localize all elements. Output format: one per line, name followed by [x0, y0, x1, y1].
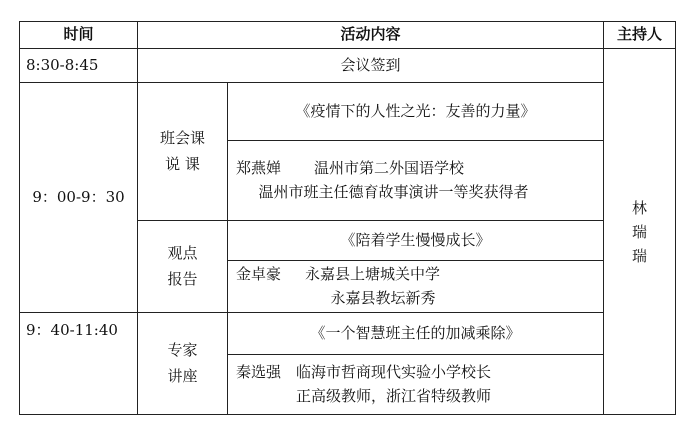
report-speaker — [228, 261, 604, 313]
block2-time: 9：40-11:40 — [20, 313, 138, 415]
host-char-1: 林 — [632, 198, 648, 217]
report-category — [138, 221, 228, 313]
signin-row — [20, 49, 676, 83]
lecture-title: 《一个智慧班主任的加减乘除》 — [228, 313, 604, 355]
signin-content: 会议签到 — [138, 49, 604, 83]
class-category-line1: 班会课 — [159, 129, 205, 147]
class-title: 《疫情下的人性之光：友善的力量》 — [228, 83, 604, 141]
class-category — [138, 83, 228, 221]
class-title-row — [20, 83, 676, 141]
header-time: 时间 — [20, 22, 138, 49]
class-speaker-award: 温州市班主任德育故事演讲一等奖获得者 — [258, 182, 529, 201]
report-category-line2: 报告 — [167, 269, 198, 288]
header-row — [20, 22, 676, 49]
block1-time: 9：00-9：30 — [20, 83, 138, 313]
lecture-category-line1: 专家 — [167, 341, 198, 359]
report-speaker-name: 金卓豪 — [236, 265, 282, 284]
lecture-speaker-org: 临海市哲商现代实验小学校长 — [296, 363, 492, 382]
report-title: 《陪着学生慢慢成长》 — [228, 221, 604, 261]
class-speaker-org: 温州市第二外国语学校 — [314, 159, 465, 178]
lecture-category — [138, 313, 228, 415]
report-speaker-org: 永嘉县上塘城关中学 — [305, 265, 441, 284]
class-category-line2: 说 课 — [165, 154, 200, 173]
lecture-title-row — [20, 313, 676, 355]
report-category-line1: 观点 — [167, 244, 198, 262]
report-speaker-award: 永嘉县教坛新秀 — [330, 288, 436, 307]
host-cell — [604, 49, 676, 415]
host-char-3: 瑞 — [632, 246, 648, 265]
class-speaker — [228, 141, 604, 221]
header-host: 主持人 — [604, 22, 676, 49]
lecture-speaker-award: 正高级教师，浙江省特级教师 — [296, 386, 492, 405]
lecture-category-line2: 讲座 — [167, 366, 198, 385]
lecture-speaker-name: 秦选强 — [236, 363, 282, 382]
signin-time: 8:30-8:45 — [20, 49, 138, 83]
class-speaker-name: 郑燕婵 — [236, 159, 282, 178]
host-char-2: 瑞 — [632, 222, 648, 241]
lecture-speaker — [228, 355, 604, 415]
header-content: 活动内容 — [138, 22, 604, 49]
schedule-table — [19, 21, 676, 415]
